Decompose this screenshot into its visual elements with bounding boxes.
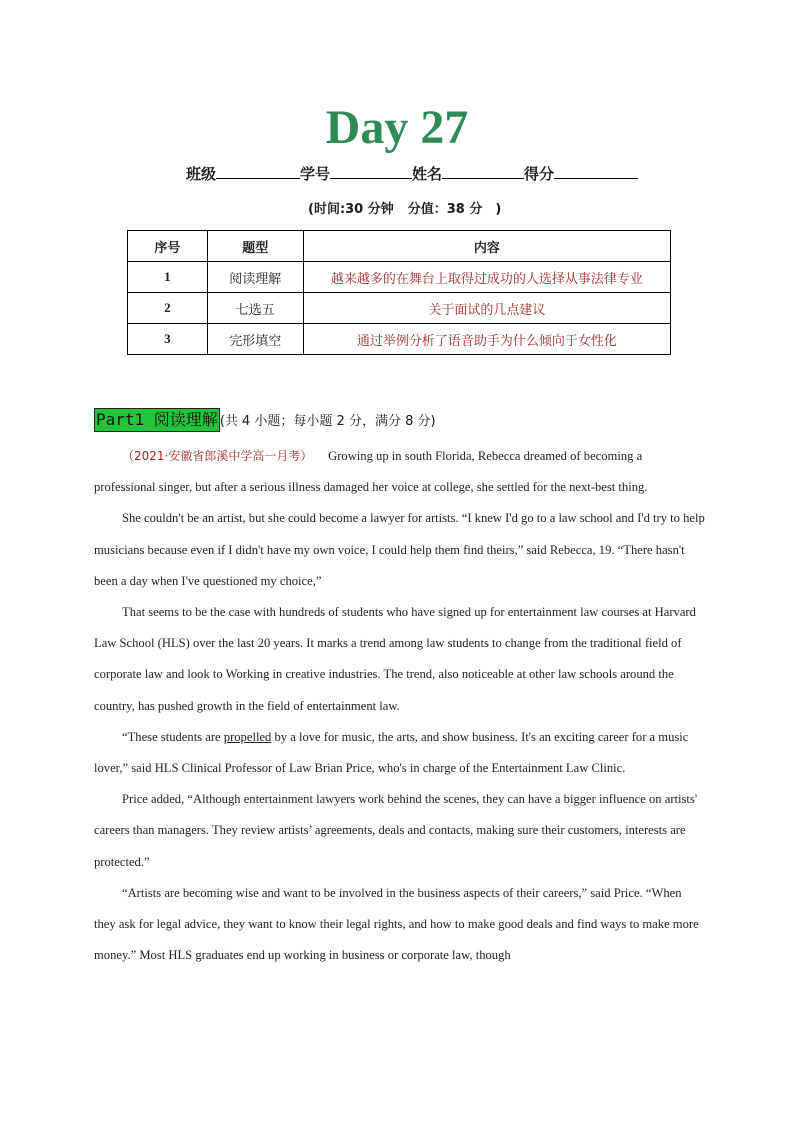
table-row bbox=[128, 324, 671, 355]
score-label: 得分 bbox=[524, 165, 555, 183]
column-header-type: 题型 bbox=[207, 231, 303, 262]
row-content: 越来越多的在舞台上取得过成功的人选择从事法律专业 bbox=[303, 262, 670, 293]
score-info: 分值：38 分 ) bbox=[407, 202, 502, 217]
student-id-label: 学号 bbox=[300, 165, 331, 183]
part1-description: (共 4 小题；每小题 2 分，满分 8 分) bbox=[219, 414, 436, 429]
row-number: 3 bbox=[128, 324, 208, 355]
passage-paragraph-1 bbox=[94, 441, 706, 503]
row-number: 2 bbox=[128, 293, 208, 324]
class-label: 班级 bbox=[186, 165, 217, 183]
reading-passage bbox=[94, 441, 706, 971]
row-content: 通过举例分析了语音助手为什么倾向于女性化 bbox=[303, 324, 670, 355]
name-blank[interactable] bbox=[442, 162, 524, 179]
name-label: 姓名 bbox=[412, 165, 443, 183]
row-content: 关于面试的几点建议 bbox=[303, 293, 670, 324]
part1-heading bbox=[94, 408, 436, 434]
row-type: 阅读理解 bbox=[207, 262, 303, 293]
row-type: 完形填空 bbox=[207, 324, 303, 355]
score-blank[interactable] bbox=[554, 162, 638, 179]
column-header-content: 内容 bbox=[303, 231, 670, 262]
passage-source: （2021·安徽省郎溪中学高一月考） bbox=[122, 449, 313, 463]
row-type: 七选五 bbox=[207, 293, 303, 324]
paragraph-text: by a love for music, the arts, and show business. It's an exciting career for a music lover,” said HLS Clinical Professor of Law Brian Price, who's in charge of the Entertainment Law Clinic. bbox=[94, 729, 689, 776]
student-info-row bbox=[186, 162, 646, 185]
row-number: 1 bbox=[128, 262, 208, 293]
passage-paragraph-3: That seems to be the case with hundreds of students who have signed up for entertainment law courses at Harvard Law School (HLS) over the last 20 years. It marks a trend among law students to change from the traditional field of corporate law and look to Working in creative industries. The trend, also noticeable at other law schools around the country, has pushed growth in the field of entertainment law. bbox=[94, 605, 696, 713]
part1-label: Part1 阅读理解 bbox=[94, 408, 220, 432]
passage-paragraph-4 bbox=[94, 722, 706, 784]
class-blank[interactable] bbox=[216, 162, 300, 179]
table-row bbox=[128, 293, 671, 324]
passage-paragraph-6: “Artists are becoming wise and want to be involved in the business aspects of their careers,” said Price. “When they ask for legal advice, they want to know their legal rights, and how to make good deals and find ways to make more money.” Most HLS graduates end up working in business or corporate law, though bbox=[94, 885, 699, 963]
table-row bbox=[128, 262, 671, 293]
page-title: Day 27 bbox=[325, 101, 469, 154]
underlined-word: propelled bbox=[223, 729, 272, 744]
overview-table bbox=[127, 230, 671, 355]
student-id-blank[interactable] bbox=[330, 162, 412, 179]
paragraph-text: Growing up in south Florida, Rebecca dreamed of becoming a professional singer, but after a serious illness damaged her voice at college, she settled for the next-best thing. bbox=[94, 449, 648, 495]
time-info: (时间:30 分钟 bbox=[308, 202, 394, 217]
passage-paragraph-2: She couldn't be an artist, but she could become a lawyer for artists. “I knew I'd go to a law school and I'd try to help musicians because even if I didn't have my own voice, I could help them find theirs,” said Rebecca, 19. “There hasn't been a day when I've questioned my choice,” bbox=[94, 511, 705, 588]
paragraph-text: “These students are bbox=[122, 729, 224, 744]
table-header-row bbox=[128, 231, 671, 262]
column-header-number: 序号 bbox=[128, 231, 208, 262]
passage-paragraph-5: Price added, “Although entertainment lawyers work behind the scenes, they can have a bigger influence on artists' careers than managers. They review artists’ agreements, deals and contacts, making sure their customers, interests are protected.” bbox=[94, 792, 698, 869]
time-score-info bbox=[308, 200, 501, 220]
